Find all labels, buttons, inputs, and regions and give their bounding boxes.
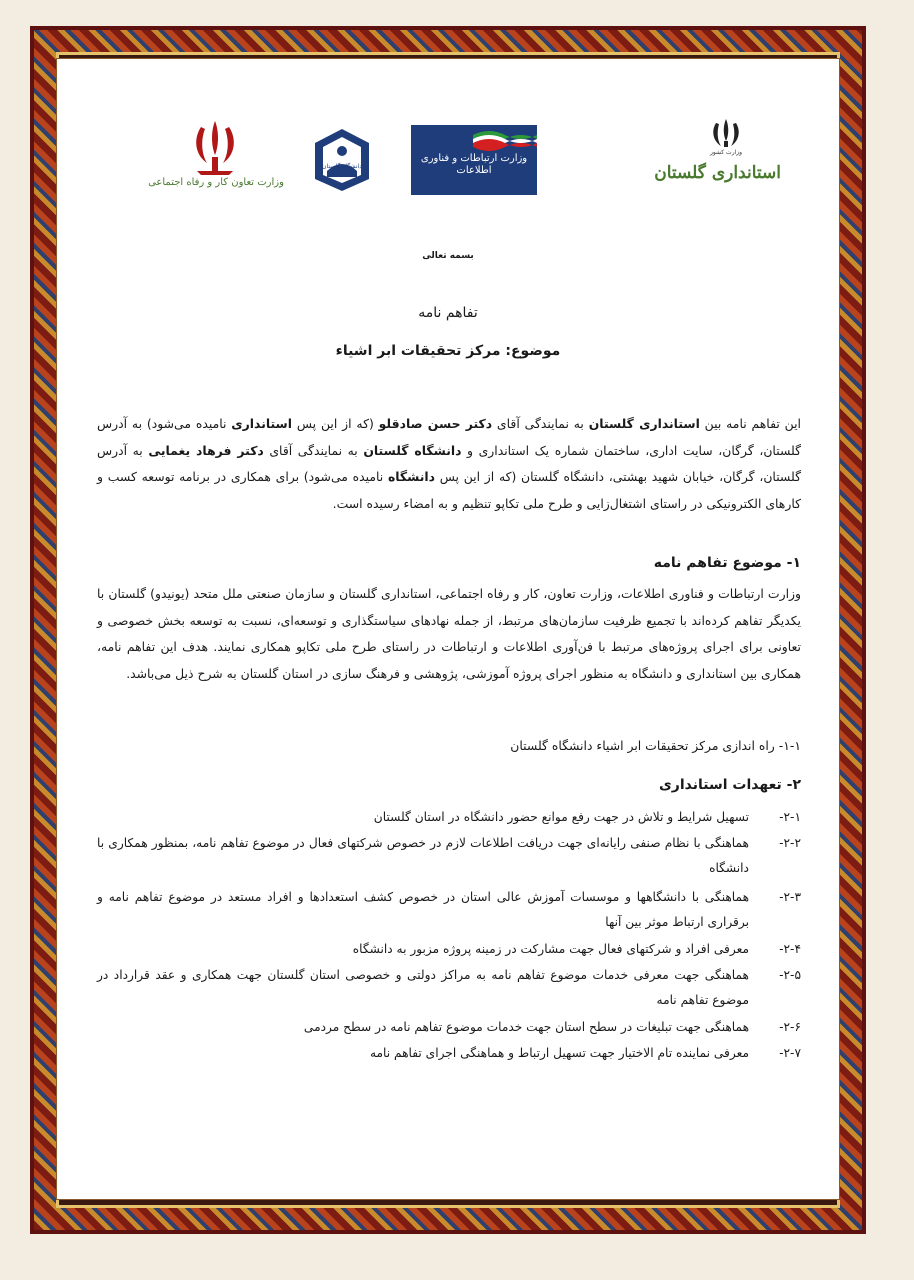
section-1-body: وزارت ارتباطات و فناوری اطلاعات، وزارت تعاون، کار و رفاه اجتماعی، استانداری گلستان و سازمان صنعتی ملل متحد (یونیدو) گلستان با یکدیگر تفاهم کرده‌اند با تجمیع ظرفیت سازمان‌های مرتبط، از جمله نهادهای سیاستگذاری و توسعه‌ای، نسبت به توسعه بخش خصوصی و تعاونی برای اجرای پروژه‌های مرتبط با فن‌آوری اطلاعات و ارتباطات در راستای طرح ملی تکاپو همکاری نمایند. هدف این تفاهم نامه، همکاری بین استانداری و دانشگاه به منظور اجرای پروژه آموزشی، پژوهشی و فرهنگ سازی در استان گلستان به شرح ذیل می‌باشد. (97, 586, 801, 681)
ministry-coop-name: وزارت تعاون کار و رفاه اجتماعی (148, 177, 284, 188)
iran-emblem-small-icon (711, 119, 741, 149)
intro-text: به نمایندگی آقای (263, 442, 364, 458)
university-emblem-icon (311, 127, 373, 193)
governorate-ministry-label: وزارت کشور (709, 149, 743, 156)
document-subject: موضوع: مرکز تحقیقات ابر اشیاء (335, 343, 561, 359)
item-text: هماهنگی جهت معرفی خدمات موضوع تفاهم نامه به مراکز دولتی و خصوصی استان گلستان جهت همکاری و عقد قرارداد در موضوع تفاهم نامه (97, 968, 749, 1007)
alias-university: دانشگاه (387, 469, 436, 484)
bismillah: بسمه تعالی (422, 251, 474, 261)
item-number: ۲-۴- (779, 942, 801, 956)
intro-text: به نمایندگی آقای (492, 416, 589, 431)
item-number: ۲-۱- (779, 810, 801, 824)
intro-text: این تفاهم نامه بین (699, 416, 801, 431)
logo-row (57, 119, 839, 239)
item-number: ۲-۷- (779, 1046, 801, 1060)
intro-text: نامیده می‌شود) برای همکاری در برنامه توسعه کسب و کارهای الکترونیکی در راستای اشتغال‌زایی و طرح ملی تکاپو تنظیم و به امضاء رسیده است. (97, 469, 801, 511)
alias-governorate: استانداری (231, 416, 292, 431)
party-university: دانشگاه گلستان (363, 442, 462, 458)
list-item (97, 937, 801, 962)
representative-governorate: دکتر حسن صادقلو (378, 416, 493, 431)
section-1-heading: ۱- موضوع تفاهم نامه (653, 555, 801, 571)
item-text: هماهنگی با نظام صنفی رایانه‌ای جهت دریافت اطلاعات لازم در خصوص شرکتهای فعال در موضوع تفاهم نامه، بمنظور همکاری با دانشگاه (97, 836, 749, 875)
document-title: تفاهم نامه (418, 305, 478, 321)
university-name: دانشگاه گلستان (322, 163, 362, 170)
intro-text: (که از این پس (292, 416, 379, 431)
party-governorate: استانداری گلستان (588, 416, 700, 431)
document-page (56, 58, 840, 1200)
section-1-item: ۱-۱- راه اندازی مرکز تحقیقات ابر اشیاء دانشگاه گلستان (510, 738, 801, 753)
list-item (97, 963, 801, 1013)
item-text: هماهنگی جهت تبلیغات در سطح استان جهت خدمات موضوع تفاهم نامه در سطح مردمی (303, 1020, 749, 1034)
university-logo (311, 127, 373, 197)
list-item (97, 805, 801, 830)
list-item (97, 1041, 801, 1066)
iran-flag-icon (473, 127, 537, 151)
intro-text: نامیده می‌شود) به آدرس گلستان، گرگان، سایت اداری، ساختمان شماره یک استانداری و (97, 416, 801, 458)
governorate-logo (654, 119, 781, 209)
intro-text: به آدرس گلستان، گرگان، خیابان شهید بهشتی، دانشگاه گلستان (که از این پس (97, 442, 801, 484)
item-number: ۲-۳- (779, 890, 801, 904)
item-text: هماهنگی با دانشگاهها و موسسات آموزش عالی استان در خصوص کشف استعدادها و افراد مستعد در موضوع تفاهم نامه و برقراری ارتباط موثر بین آنها (97, 890, 749, 929)
ministry-coop-logo (141, 119, 291, 199)
item-number: ۲-۲- (779, 836, 801, 850)
item-text: تسهیل شرایط و تلاش در جهت رفع موانع حضور دانشگاه در استان گلستان (373, 810, 749, 824)
list-item (97, 1015, 801, 1040)
item-text: معرفی نماینده تام الاختیار جهت تسهیل ارتباط و هماهنگی اجرای تفاهم نامه (369, 1046, 749, 1060)
ict-ministry-name: وزارت ارتباطات و فناوری اطلاعات (420, 153, 528, 176)
ict-ministry-logo (411, 125, 537, 197)
section-2-heading: ۲- تعهدات استانداری (658, 777, 801, 793)
iran-emblem-icon (141, 119, 291, 179)
representative-university: دکتر فرهاد یغمایی (148, 442, 264, 458)
list-item (97, 831, 801, 881)
item-number: ۲-۶- (779, 1020, 801, 1034)
intro-paragraph (97, 411, 801, 517)
item-number: ۲-۵- (779, 968, 801, 982)
governorate-name: استانداری گلستان (654, 163, 781, 183)
list-item (97, 885, 801, 935)
item-text: معرفی افراد و شرکتهای فعال جهت مشارکت در زمینه پروژه مزبور به دانشگاه (352, 942, 749, 956)
